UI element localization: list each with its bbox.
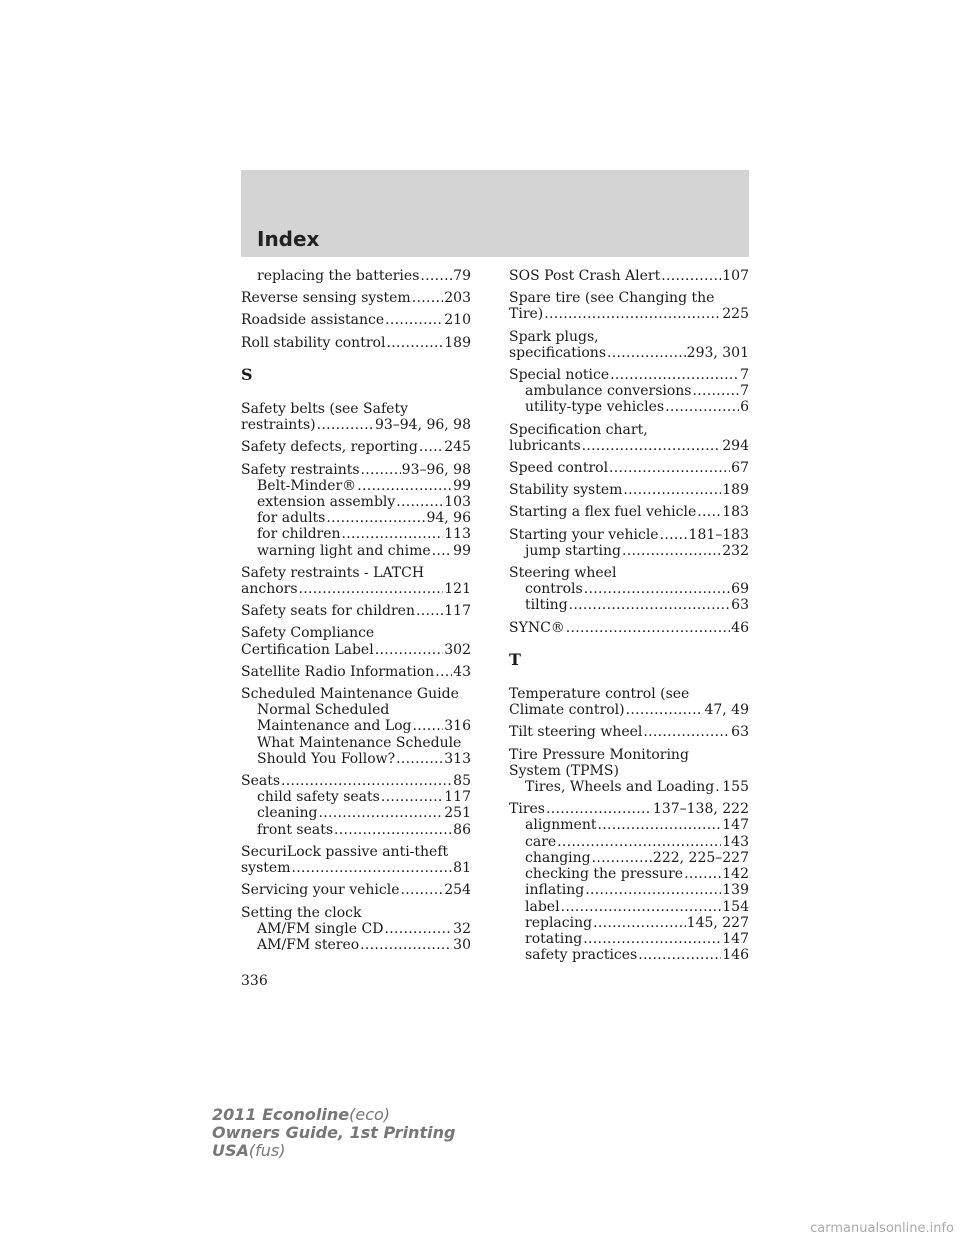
index-entry-line xyxy=(509,306,749,322)
dot-leader xyxy=(660,527,688,543)
index-entry-line xyxy=(509,482,749,498)
dot-leader xyxy=(561,899,722,915)
entry-text: Starting a flex fuel vehicle xyxy=(509,504,697,521)
index-entry xyxy=(509,747,749,796)
entry-text: Safety seats for children xyxy=(241,603,415,620)
entry-page-ref: 245 xyxy=(444,439,471,456)
entry-page-ref: 79 xyxy=(453,268,471,284)
index-entry xyxy=(241,664,471,680)
index-entry xyxy=(509,367,749,416)
entry-page-ref: 117 xyxy=(444,789,471,806)
entry-page-ref: 99 xyxy=(453,477,471,494)
index-subentry-line xyxy=(241,268,471,284)
dot-leader xyxy=(299,581,444,597)
entry-page-ref: 47, 49 xyxy=(704,702,749,719)
entry-text: Spare tire (see Changing the xyxy=(509,290,715,307)
entry-page-ref: 67 xyxy=(731,460,749,477)
dot-leader xyxy=(582,438,722,454)
dot-leader xyxy=(661,268,721,284)
index-entry xyxy=(241,462,471,559)
index-entry xyxy=(509,329,749,361)
index-entry xyxy=(241,335,471,351)
index-subentry-line xyxy=(241,543,471,559)
entry-page-ref: 86 xyxy=(453,821,471,838)
entry-page-ref: 293, 301 xyxy=(686,344,749,361)
entry-page-ref: 147 xyxy=(722,930,749,947)
entry-text: Roadside assistance xyxy=(241,312,385,329)
index-entry-line xyxy=(241,417,471,433)
entry-page-ref: 32 xyxy=(453,920,471,937)
entry-page-ref: 46 xyxy=(731,619,749,636)
entry-text: Belt-Minder® xyxy=(257,477,357,494)
entry-page-ref: 7 xyxy=(740,383,749,400)
index-entry xyxy=(509,686,749,718)
dot-leader xyxy=(318,805,443,821)
entry-page-ref: 93–96, 98 xyxy=(401,461,471,478)
entry-page-ref: 225 xyxy=(722,306,749,323)
entry-text: Safety belts (see Safety xyxy=(241,401,408,418)
entry-text: Tires xyxy=(509,801,545,818)
dot-leader xyxy=(557,834,721,850)
entry-text: for adults xyxy=(257,510,326,527)
index-entry xyxy=(241,312,471,328)
index-entry xyxy=(509,724,749,740)
index-entry-line xyxy=(509,329,749,345)
index-letter-heading: S xyxy=(241,364,253,384)
entry-text: rotating xyxy=(525,930,583,947)
index-subentry-line xyxy=(509,882,749,898)
entry-text: care xyxy=(525,833,557,850)
index-entry xyxy=(509,620,749,636)
dot-leader xyxy=(361,462,401,478)
entry-page-ref: 6 xyxy=(740,399,749,416)
index-entry-line xyxy=(509,504,749,520)
page-number: 336 xyxy=(241,973,268,989)
dot-leader xyxy=(609,460,730,476)
entry-text: Roll stability control xyxy=(241,334,386,351)
entry-text: Tilt steering wheel xyxy=(509,724,643,741)
entry-page-ref: 139 xyxy=(722,882,749,899)
entry-text: Tire Pressure Monitoring xyxy=(509,746,689,763)
index-entry xyxy=(241,686,471,767)
entry-page-ref: 63 xyxy=(731,597,749,614)
index-entry-line xyxy=(241,686,471,702)
entry-page-ref: 69 xyxy=(731,581,749,598)
dot-leader xyxy=(413,718,444,734)
index-entry-line xyxy=(241,312,471,328)
entry-text: Steering wheel xyxy=(509,565,617,582)
index-entry xyxy=(241,882,471,898)
entry-text: replacing the batteries xyxy=(257,268,420,284)
entry-text: Special notice xyxy=(509,367,610,384)
entry-text: Tires, Wheels and Loading xyxy=(525,779,715,796)
index-subentry-line xyxy=(241,478,471,494)
entry-text: system xyxy=(241,860,291,877)
entry-text: SOS Post Crash Alert xyxy=(509,268,661,284)
entry-text: for children xyxy=(257,526,341,543)
dot-leader xyxy=(416,603,443,619)
entry-text: utility-type vehicles xyxy=(525,399,665,416)
index-subentry-line xyxy=(509,543,749,559)
page-title: Index xyxy=(257,227,320,251)
entry-text: ambulance conversions xyxy=(525,383,692,400)
index-subentry-line xyxy=(241,921,471,937)
index-entry-line xyxy=(241,642,471,658)
dot-leader xyxy=(381,789,443,805)
entry-page-ref: 30 xyxy=(453,936,471,953)
index-subentry-line xyxy=(509,383,749,399)
dot-leader xyxy=(281,773,452,789)
entry-text: jump starting xyxy=(525,542,621,559)
index-subentry-line xyxy=(241,718,471,734)
entry-text: checking the pressure xyxy=(525,866,684,883)
entry-page-ref: 302 xyxy=(444,641,471,658)
entry-page-ref: 43 xyxy=(453,663,471,680)
entry-text: Temperature control (see xyxy=(509,686,690,703)
dot-leader xyxy=(326,510,425,526)
entry-text: controls xyxy=(525,581,583,598)
entry-text: SecuriLock passive anti-theft xyxy=(241,843,449,860)
index-entry xyxy=(241,603,471,619)
index-entry-line xyxy=(241,625,471,641)
entry-text: What Maintenance Schedule xyxy=(257,734,462,751)
footer-model-code: (eco) xyxy=(349,1105,391,1124)
index-entry-line xyxy=(241,882,471,898)
dot-leader xyxy=(396,494,443,510)
entry-text: Safety restraints - LATCH xyxy=(241,564,425,581)
index-subentry-line xyxy=(509,931,749,947)
index-subentry-line xyxy=(241,805,471,821)
index-entry xyxy=(241,401,471,433)
entry-page-ref: 154 xyxy=(722,898,749,915)
index-entry xyxy=(241,625,471,657)
footer-printing: Owners Guide, 1st Printing xyxy=(212,1123,456,1142)
dot-leader xyxy=(697,504,721,520)
dot-leader xyxy=(684,866,721,882)
dot-leader xyxy=(715,779,721,795)
dot-leader xyxy=(584,581,730,597)
dot-leader xyxy=(435,664,452,680)
index-letter-heading: T xyxy=(509,649,521,669)
index-subentry-line xyxy=(509,779,749,795)
entry-page-ref: 94, 96 xyxy=(426,510,471,527)
index-entry-line xyxy=(509,290,749,306)
index-entry xyxy=(241,844,471,876)
index-entry xyxy=(241,439,471,455)
entry-text: front seats xyxy=(257,821,334,838)
index-subentry-line xyxy=(509,899,749,915)
index-entry-line xyxy=(241,462,471,478)
entry-text: Certification Label xyxy=(241,641,374,658)
index-entry-line xyxy=(241,773,471,789)
dot-leader xyxy=(419,439,443,455)
entry-page-ref: 210 xyxy=(444,312,471,329)
index-entry-line xyxy=(509,345,749,361)
entry-page-ref: 63 xyxy=(731,724,749,741)
entry-page-ref: 113 xyxy=(444,526,471,543)
index-subentry-line xyxy=(241,526,471,542)
dot-leader xyxy=(544,306,721,322)
dot-leader xyxy=(385,312,443,328)
entry-page-ref: 81 xyxy=(453,860,471,877)
entry-text: System (TPMS) xyxy=(509,762,619,779)
entry-page-ref: 107 xyxy=(722,268,749,284)
dot-leader xyxy=(569,597,731,613)
entry-text: Safety Compliance xyxy=(241,625,375,642)
entry-text: restraints) xyxy=(241,417,316,434)
entry-text: extension assembly xyxy=(257,494,396,511)
index-entry-line xyxy=(509,422,749,438)
entry-text: Specification chart, xyxy=(509,421,648,438)
dot-leader xyxy=(583,931,721,947)
entry-page-ref: 117 xyxy=(444,603,471,620)
index-entry-line xyxy=(241,335,471,351)
entry-page-ref: 137–138, 222 xyxy=(652,801,749,818)
index-subentry-line xyxy=(509,597,749,613)
dot-leader xyxy=(375,642,444,658)
entry-page-ref: 7 xyxy=(740,367,749,384)
entry-text: Seats xyxy=(241,773,281,790)
index-entry-line xyxy=(241,290,471,306)
header-band xyxy=(241,170,749,257)
entry-text: safety practices xyxy=(525,947,638,964)
entry-text: Normal Scheduled xyxy=(257,702,390,719)
index-entry xyxy=(509,422,749,454)
entry-page-ref: 143 xyxy=(722,833,749,850)
footer-imprint xyxy=(212,1106,455,1160)
entry-page-ref: 121 xyxy=(444,581,471,598)
dot-leader xyxy=(585,882,721,898)
index-entry xyxy=(509,460,749,476)
index-entry-line xyxy=(241,844,471,860)
index-entry-line xyxy=(509,801,749,817)
entry-text: Spark plugs, xyxy=(509,328,599,345)
entry-page-ref: 232 xyxy=(722,542,749,559)
entry-page-ref: 93–94, 96, 98 xyxy=(374,417,471,434)
footer-model: 2011 Econoline xyxy=(212,1105,350,1124)
entry-page-ref: 142 xyxy=(722,866,749,883)
index-entry-line xyxy=(509,367,749,383)
index-entry-line xyxy=(241,664,471,680)
entry-text: Should You Follow? xyxy=(257,750,396,767)
entry-page-ref: 189 xyxy=(722,482,749,499)
index-entry-line xyxy=(241,860,471,876)
index-entry xyxy=(241,905,471,954)
entry-page-ref: 254 xyxy=(444,882,471,899)
entry-page-ref: 316 xyxy=(444,718,471,735)
index-entry-line xyxy=(241,565,471,581)
dot-leader xyxy=(597,817,721,833)
entry-page-ref: 147 xyxy=(722,817,749,834)
entry-text: inflating xyxy=(525,882,585,899)
index-entry xyxy=(241,565,471,597)
index-subentry-line xyxy=(509,581,749,597)
index-entry xyxy=(241,268,471,284)
dot-leader xyxy=(412,290,444,306)
index-column-left xyxy=(241,268,471,959)
index-entry-line xyxy=(241,603,471,619)
entry-page-ref: 222, 225–227 xyxy=(652,849,749,866)
dot-leader xyxy=(396,751,443,767)
dot-leader xyxy=(291,860,452,876)
index-entry-line xyxy=(241,581,471,597)
entry-text: specifications xyxy=(509,344,607,361)
entry-text: Reverse sensing system xyxy=(241,290,411,307)
index-subentry-line xyxy=(241,735,471,751)
entry-page-ref: 251 xyxy=(444,805,471,822)
index-entry-line xyxy=(509,747,749,763)
entry-text: warning light and chime xyxy=(257,542,431,559)
index-subentry-line xyxy=(509,834,749,850)
entry-text: alignment xyxy=(525,817,597,834)
entry-text: anchors xyxy=(241,581,298,598)
index-subentry-line xyxy=(241,789,471,805)
index-entry-line xyxy=(241,401,471,417)
dot-leader xyxy=(360,937,452,953)
index-entry-line xyxy=(509,686,749,702)
index-entry-line xyxy=(509,763,749,779)
dot-leader xyxy=(317,417,374,433)
dot-leader xyxy=(357,478,452,494)
dot-leader xyxy=(401,882,444,898)
entry-text: Speed control xyxy=(509,460,609,477)
entry-text: AM/FM stereo xyxy=(257,936,360,953)
index-entry-line xyxy=(509,724,749,740)
entry-text: tilting xyxy=(525,597,568,614)
dot-leader xyxy=(420,268,452,284)
entry-page-ref: 146 xyxy=(722,947,749,964)
dot-leader xyxy=(386,335,443,351)
watermark[interactable]: carmanualsonline.info xyxy=(810,1221,954,1236)
footer-region-code: (fus) xyxy=(248,1141,286,1160)
index-entry-line xyxy=(509,565,749,581)
index-entry xyxy=(509,504,749,520)
footer-region: USA xyxy=(212,1141,249,1160)
entry-text: Maintenance and Log xyxy=(257,718,412,735)
index-entry-line xyxy=(509,702,749,718)
index-entry-line xyxy=(241,439,471,455)
entry-text: lubricants xyxy=(509,437,581,454)
entry-text: SYNC® xyxy=(509,619,565,636)
index-entry-line xyxy=(509,620,749,636)
dot-leader xyxy=(592,850,652,866)
entry-text: replacing xyxy=(525,914,593,931)
index-subentry-line xyxy=(509,866,749,882)
index-column-right xyxy=(509,268,749,969)
dot-leader xyxy=(626,702,704,718)
index-entry xyxy=(509,801,749,963)
index-entry-line xyxy=(509,527,749,543)
entry-page-ref: 155 xyxy=(722,779,749,796)
index-subentry-line xyxy=(241,510,471,526)
entry-text: label xyxy=(525,898,560,915)
dot-leader xyxy=(384,921,452,937)
entry-text: Safety defects, reporting xyxy=(241,439,418,456)
index-entry xyxy=(509,268,749,284)
index-entry xyxy=(509,565,749,614)
index-subentry-line xyxy=(241,822,471,838)
dot-leader xyxy=(607,345,686,361)
entry-text: AM/FM single CD xyxy=(257,920,384,937)
dot-leader xyxy=(342,526,444,542)
entry-text: Tire) xyxy=(509,306,544,323)
entry-page-ref: 203 xyxy=(444,290,471,307)
entry-text: child safety seats xyxy=(257,789,380,806)
entry-text: Climate control) xyxy=(509,702,625,719)
index-subentry-line xyxy=(509,915,749,931)
entry-page-ref: 294 xyxy=(722,437,749,454)
entry-page-ref: 181–183 xyxy=(688,526,749,543)
index-entry xyxy=(241,290,471,306)
dot-leader xyxy=(334,822,452,838)
dot-leader xyxy=(643,724,730,740)
entry-text: Starting your vehicle xyxy=(509,526,659,543)
entry-text: Setting the clock xyxy=(241,904,362,921)
index-entry-line xyxy=(509,438,749,454)
index-entry-line xyxy=(509,268,749,284)
index-subentry-line xyxy=(509,947,749,963)
index-subentry-line xyxy=(241,494,471,510)
index-subentry-line xyxy=(509,850,749,866)
dot-leader xyxy=(622,543,721,559)
index-subentry-line xyxy=(241,702,471,718)
dot-leader xyxy=(638,947,721,963)
dot-leader xyxy=(623,482,721,498)
entry-text: Safety restraints xyxy=(241,461,360,478)
entry-text: Stability system xyxy=(509,482,623,499)
index-entry-line xyxy=(241,905,471,921)
index-subentry-line xyxy=(241,937,471,953)
entry-page-ref: 85 xyxy=(453,773,471,790)
index-entry xyxy=(241,773,471,838)
entry-text: Satellite Radio Information xyxy=(241,663,435,680)
entry-page-ref: 313 xyxy=(444,750,471,767)
entry-text: cleaning xyxy=(257,805,318,822)
index-subentry-line xyxy=(241,751,471,767)
dot-leader xyxy=(593,915,686,931)
index-entry xyxy=(509,482,749,498)
entry-page-ref: 189 xyxy=(444,334,471,351)
dot-leader xyxy=(692,383,739,399)
index-entry-line xyxy=(509,460,749,476)
dot-leader xyxy=(432,543,453,559)
entry-text: Servicing your vehicle xyxy=(241,882,400,899)
entry-page-ref: 99 xyxy=(453,542,471,559)
entry-page-ref: 103 xyxy=(444,494,471,511)
entry-page-ref: 145, 227 xyxy=(686,914,749,931)
dot-leader xyxy=(546,801,652,817)
index-entry xyxy=(509,290,749,322)
dot-leader xyxy=(610,367,739,383)
index-subentry-line xyxy=(509,817,749,833)
index-subentry-line xyxy=(509,399,749,415)
dot-leader xyxy=(566,620,730,636)
entry-page-ref: 183 xyxy=(722,504,749,521)
entry-text: changing xyxy=(525,849,591,866)
index-entry xyxy=(509,527,749,559)
dot-leader xyxy=(665,399,739,415)
entry-text: Scheduled Maintenance Guide xyxy=(241,686,459,703)
